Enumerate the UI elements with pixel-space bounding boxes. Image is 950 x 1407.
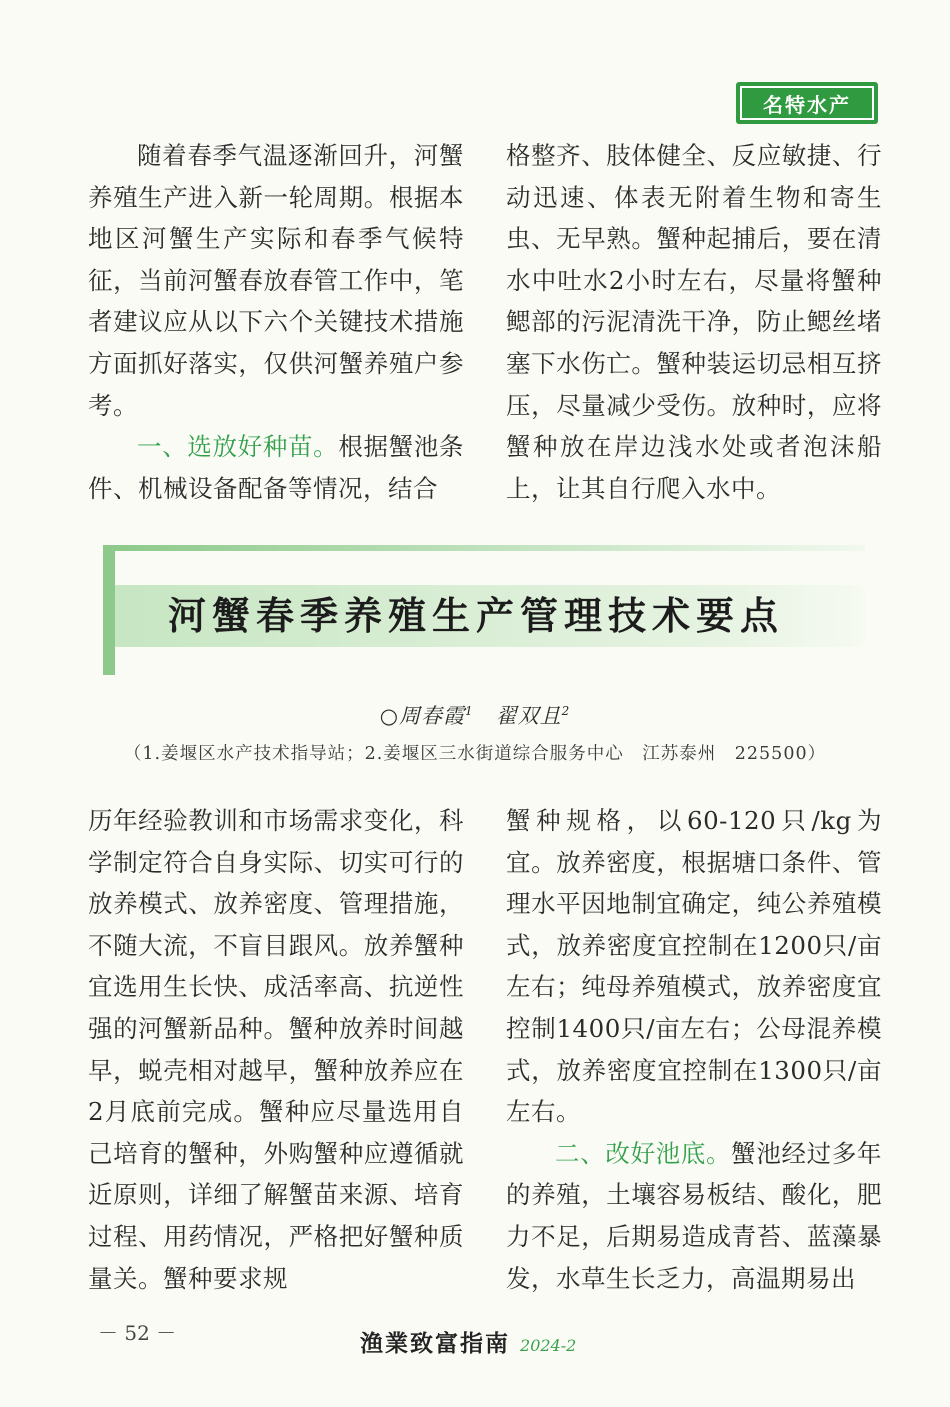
author-1: 周春霞 [399, 704, 466, 728]
top-left-column [88, 135, 464, 509]
body-paragraph-left: 历年经验教训和市场需求变化，科学制定符合自身实际、切实可行的放养模式、放养密度、管理措施，不随大流，不盲目跟风。放养蟹种宜选用生长快、成活率高、抗逆性强的河蟹新品种。蟹种放养时间越早，蜕壳相对越早，蟹种放养应在2月底前完成。蟹种应尽量选用自己培育的蟹种，外购蟹种应遵循就近原则，详细了解蟹苗来源、培育过程、用药情况，严格把好蟹种质量关。蟹种要求规 [88, 806, 464, 1293]
author-line [0, 700, 950, 730]
bottom-left-column [88, 800, 464, 1299]
section2-start-text: 蟹池经过多年的养殖，土壤容易板结、酸化，肥力不足，后期易造成青苔、蓝藻暴发，水草生长乏力，高温期易出 [506, 1138, 883, 1293]
author-2: 翟双且 [495, 704, 562, 728]
affiliation-line: （1.姜堰区水产技术指导站；2.姜堰区三水街道综合服务中心 江苏泰州 225500） [123, 744, 827, 764]
bottom-right-column [506, 800, 882, 1299]
section1-continued-paragraph: 格整齐、肢体健全、反应敏捷、行动迅速、体表无附着生物和寄生虫、无早熟。蟹种起捕后，要在清水中吐水2小时左右，尽量将蟹种鳃部的污泥清洗干净，防止鳃丝堵塞下水伤亡。蟹种装运切忌相互挤压，尽量减少受伤。放种时，应将蟹种放在岸边浅水处或者泡沫船上，让其自行爬入水中。 [506, 141, 882, 503]
author-marker: ○ [379, 704, 400, 728]
body-paragraph-right: 蟹种规格，以60-120只/kg为宜。放养密度，根据塘口条件、管理水平因地制宜确定，纯公养殖模式，放养密度宜控制在1200只/亩左右；纯母养殖模式，放养密度宜控制1400只/亩左右；公母混养模式，放养密度宜控制在1300只/亩左右。 [506, 806, 882, 1127]
section2-paragraph [506, 1133, 882, 1299]
journal-issue: 2024-2 [520, 1336, 577, 1355]
section1-start-text: 根据蟹池条件、机械设备配备等情况，结合 [88, 432, 465, 503]
page-number: － 52 － [98, 1321, 177, 1345]
top-right-column [506, 135, 882, 509]
journal-name: 渔業致富指南 [360, 1330, 510, 1357]
column-tag-label: 名特水产 [740, 86, 874, 120]
article-title: 河蟹春季养殖生产管理技术要点 [168, 593, 785, 638]
column-tag [736, 82, 878, 124]
journal-footer [360, 1325, 576, 1358]
author-1-affil-mark: 1 [465, 704, 474, 718]
section2-heading: 二、改好池底。 [555, 1138, 732, 1168]
section1-heading: 一、选放好种苗。 [137, 432, 339, 462]
title-accent-bar [103, 545, 115, 675]
author-2-affil-mark: 2 [561, 704, 571, 718]
intro-paragraph: 随着春季气温逐渐回升，河蟹养殖生产进入新一轮周期。根据本地区河蟹生产实际和春季气候特征，当前河蟹春放春管工作中，笔者建议应从以下六个关键技术措施方面抓好落实，仅供河蟹养殖户参考。 [88, 141, 464, 420]
article-title-box [103, 545, 865, 675]
section1-paragraph [88, 426, 464, 509]
title-top-rule [103, 545, 865, 551]
